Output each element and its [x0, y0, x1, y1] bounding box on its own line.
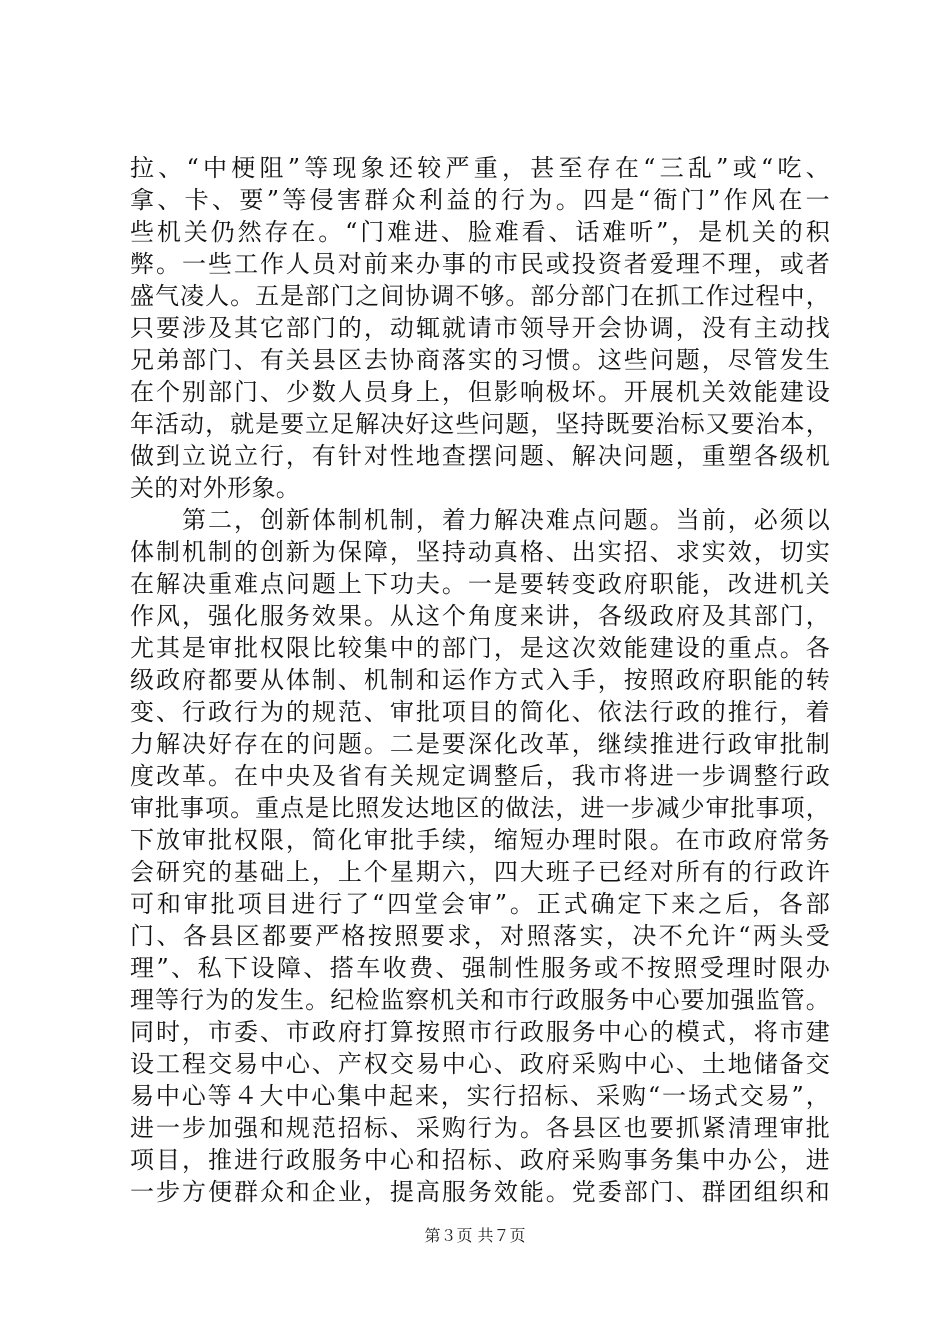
text-line: 同时，市委、市政府打算按照市行政服务中心的模式，将市建	[130, 1018, 830, 1046]
text-line: 弊。一些工作人员对前来办事的市民或投资者爱理不理，或者	[130, 250, 830, 278]
text-line: 审批事项。重点是比照发达地区的做法，进一步减少审批事项，	[130, 794, 830, 822]
text-line: 变、行政行为的规范、审批项目的简化、依法行政的推行，着	[130, 698, 830, 726]
text-line: 度改革。在中央及省有关规定调整后，我市将进一步调整行政	[130, 762, 830, 790]
text-line: 级政府都要从体制、机制和运作方式入手，按照政府职能的转	[130, 666, 830, 694]
text-line: 力解决好存在的问题。二是要深化改革，继续推进行政审批制	[130, 730, 830, 758]
text-line: 拉、“中梗阻”等现象还较严重，甚至存在“三乱”或“吃、	[130, 154, 830, 182]
text-line: 可和审批项目进行了“四堂会审”。正式确定下来之后，各部	[130, 890, 830, 918]
text-line: 做到立说立行，有针对性地查摆问题、解决问题，重塑各级机	[130, 442, 830, 470]
text-line: 在个别部门、少数人员身上，但影响极坏。开展机关效能建设	[130, 378, 830, 406]
text-line: 一步方便群众和企业，提高服务效能。党委部门、群团组织和	[130, 1178, 830, 1206]
text-line: 下放审批权限，简化审批手续，缩短办理时限。在市政府常务	[130, 826, 830, 854]
text-line: 盛气凌人。五是部门之间协调不够。部分部门在抓工作过程中，	[130, 282, 830, 310]
text-line: 只要涉及其它部门的，动辄就请市领导开会协调，没有主动找	[130, 314, 830, 342]
text-line: 理等行为的发生。纪检监察机关和市行政服务中心要加强监管。	[130, 986, 830, 1014]
text-line: 设工程交易中心、产权交易中心、政府采购中心、土地储备交	[130, 1050, 830, 1078]
text-line: 些机关仍然存在。“门难进、脸难看、话难听”，是机关的积	[130, 218, 830, 246]
text-line: 门、各县区都要严格按照要求，对照落实，决不允许“两头受	[130, 922, 830, 950]
text-line: 进一步加强和规范招标、采购行为。各县区也要抓紧清理审批	[130, 1114, 830, 1142]
text-line: 兄弟部门、有关县区去协商落实的习惯。这些问题，尽管发生	[130, 346, 830, 374]
text-line: 体制机制的创新为保障，坚持动真格、出实招、求实效，切实	[130, 538, 830, 566]
body-text	[130, 152, 830, 1208]
text-line: 第二，创新体制机制，着力解决难点问题。当前，必须以	[130, 506, 830, 534]
text-line: 易中心等４大中心集中起来，实行招标、采购“一场式交易”，	[130, 1082, 830, 1110]
text-line: 年活动，就是要立足解决好这些问题，坚持既要治标又要治本，	[130, 410, 830, 438]
text-line: 会研究的基础上，上个星期六，四大班子已经对所有的行政许	[130, 858, 830, 886]
text-line: 关的对外形象。	[130, 474, 301, 502]
text-line: 作风，强化服务效果。从这个角度来讲，各级政府及其部门，	[130, 602, 830, 630]
text-line: 项目，推进行政服务中心和招标、政府采购事务集中办公，进	[130, 1146, 830, 1174]
page-footer: 第３页 共７页	[424, 1226, 526, 1245]
text-line: 理”、私下设障、搭车收费、强制性服务或不按照受理时限办	[130, 954, 830, 982]
text-line: 在解决重难点问题上下功夫。一是要转变政府职能，改进机关	[130, 570, 830, 598]
text-line: 尤其是审批权限比较集中的部门，是这次效能建设的重点。各	[130, 634, 830, 662]
text-line: 拿、卡、要”等侵害群众利益的行为。四是“衙门”作风在一	[130, 186, 830, 214]
